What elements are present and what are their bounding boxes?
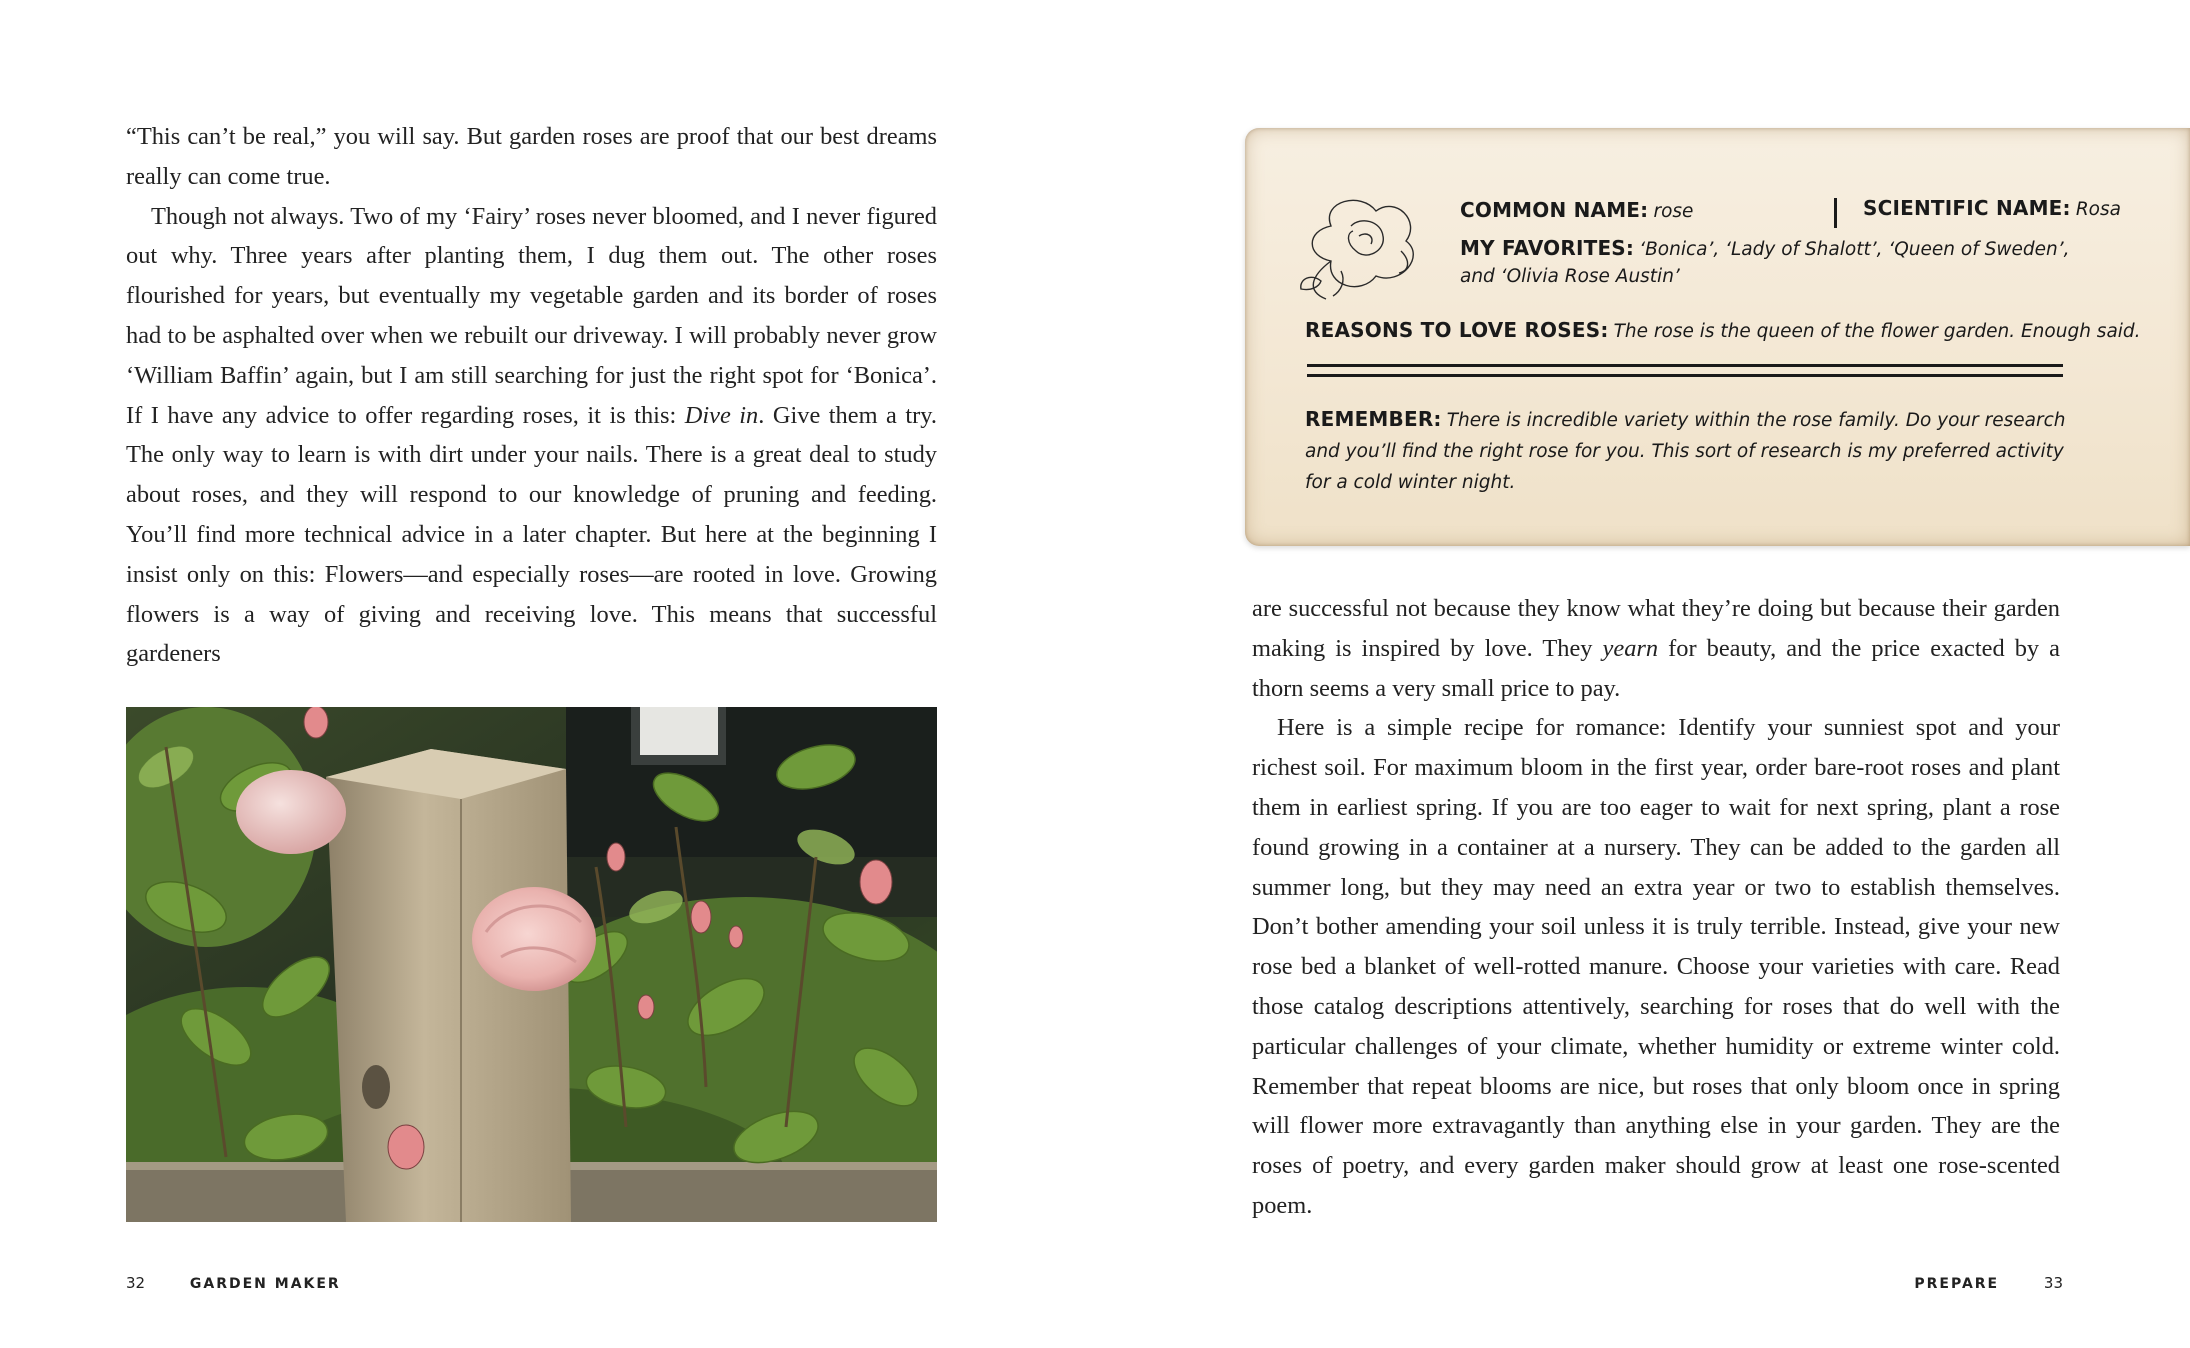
rose-photo-illustration — [126, 707, 937, 1222]
right-footer — [1914, 1274, 2063, 1292]
right-body-text — [1252, 589, 2060, 1226]
favorites-continued — [1460, 266, 1680, 287]
favorites-value: ‘Bonica’, ‘Lady of Shalott’, ‘Queen of Sweden’, — [1639, 239, 2070, 260]
right-page — [1095, 0, 2190, 1348]
paragraph: “This can’t be real,” you will say. But garden roses are proof that our best dreams really can come true. — [126, 123, 937, 190]
scientific-name-label: SCIENTIFIC NAME: — [1863, 196, 2071, 220]
page-number: 32 — [126, 1274, 146, 1292]
emphasis: yearn — [1602, 634, 1659, 662]
reasons-value: The rose is the queen of the flower garden. Enough said. — [1613, 321, 2141, 342]
common-name-value: rose — [1653, 201, 1694, 222]
paragraph — [1252, 589, 2060, 708]
rose-sketch-icon — [1291, 181, 1431, 306]
reasons-label: REASONS TO LOVE ROSES: — [1305, 318, 1609, 342]
common-name-label: COMMON NAME: — [1460, 198, 1649, 222]
text-run: for beauty, and the price exacted by a thorn seems a very small price to pay. — [1252, 634, 2061, 702]
reasons — [1305, 318, 2141, 342]
text-run: are successful not because they know what they’re doing but because their garden making is inspired by love. They — [1252, 595, 2060, 662]
plant-profile-card — [1245, 128, 2190, 546]
divider — [1307, 364, 2063, 367]
page-number: 33 — [2043, 1274, 2063, 1292]
favorites-value: and ‘Olivia Rose Austin’ — [1460, 266, 1680, 287]
remember-value: There is incredible variety within the rose family. Do your research and you’ll find the right rose for you. This sort of research is my preferred activity for a cold winter night. — [1305, 410, 2066, 493]
text-run: Though not always. Two of my ‘Fairy’ roses never bloomed, and I never figured out why. Three years after planting them, I dug them out. The other roses flourished for years, but eventually my vegetable garden and its border of roses had to be asphalted over when we rebuilt our driveway. I will probably never grow ‘William Baffin’ again, but I am still searching for just the right spot for ‘Bonica’. If I have any advice to offer regarding roses, it is this: — [126, 202, 937, 429]
paragraph: Here is a simple recipe for romance: Identify your sunniest spot and your richest soil. For maximum bloom in the first year, order bare-root roses and plant them in earliest spring. If you are too eager to wait for next spring, plant a rose found growing in a container at a nursery. They can be added to the garden all summer long, but they may need an extra year or two to establish themselves. Don’t bother amending your soil unless it is truly terrible. Instead, give your new rose bed a blanket of well-rotted manure. Choose your varieties with care. Read those catalog descriptions attentively, searching for roses that do well with the particular challenges of your climate, whether humidity or extreme winter cold. Remember that repeat blooms are nice, but roses that only bloom once in spring will flower more extravagantly than anything else in your garden. They are the roses of poetry, and every garden maker should grow at least one rose-scented poem. — [1252, 714, 2060, 1219]
left-footer — [126, 1274, 341, 1292]
common-name — [1460, 198, 1693, 222]
paragraph — [126, 197, 937, 675]
left-body-text — [126, 117, 937, 674]
scientific-name-value: Rosa — [2075, 199, 2121, 220]
divider — [1307, 374, 2063, 377]
favorites — [1460, 236, 2069, 260]
separator — [1834, 198, 1837, 228]
remember-label: REMEMBER: — [1305, 407, 1442, 431]
favorites-label: MY FAVORITES: — [1460, 236, 1635, 260]
rose-photo — [126, 707, 937, 1222]
running-title: PREPARE — [1914, 1276, 2000, 1292]
text-run: . Give them a try. The only way to learn is with dirt under your nails. There is a great deal to study about roses, and they will respond to our knowledge of pruning and feeding. You’ll find more technical advice in a later chapter. But here at the beginning I insist only on this: Flowers—and especially roses—are rooted in love. Growing flowers is a way of giving and receiving love. This means that successful gardeners — [126, 401, 937, 668]
remember — [1305, 404, 2075, 498]
emphasis: Dive in — [684, 401, 759, 429]
scientific-name — [1863, 196, 2121, 220]
running-title: GARDEN MAKER — [189, 1276, 341, 1292]
